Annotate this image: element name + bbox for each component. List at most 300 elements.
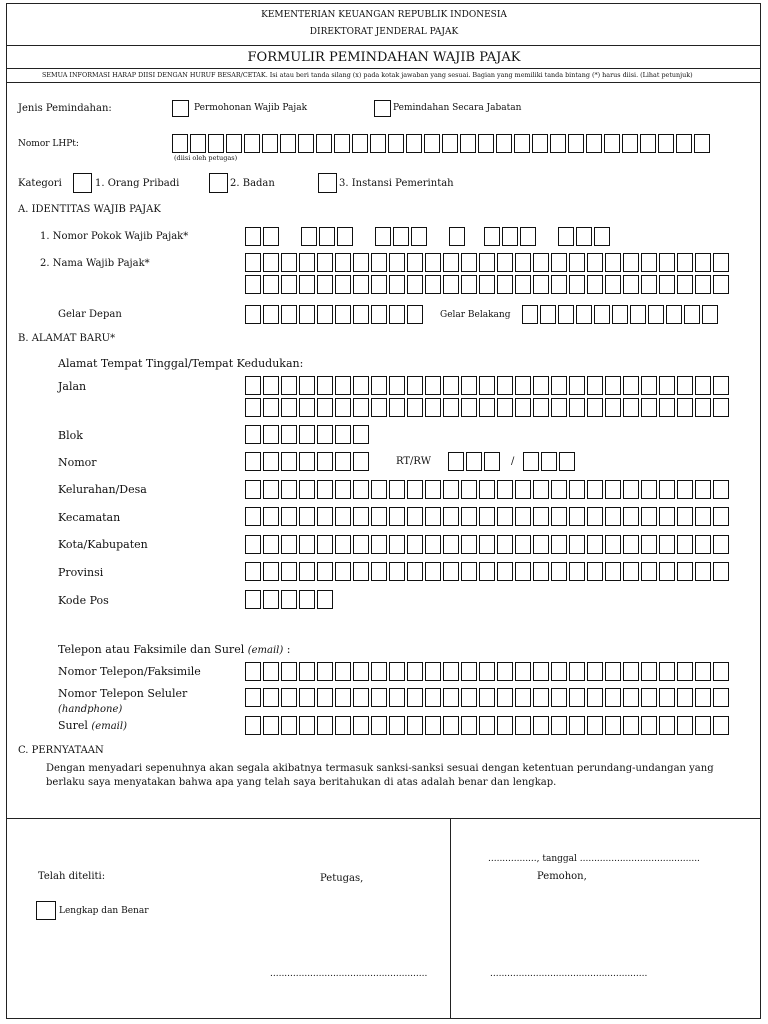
char-box[interactable] (515, 535, 531, 554)
char-box[interactable] (641, 398, 657, 417)
char-box[interactable] (461, 688, 477, 707)
char-box[interactable] (551, 376, 567, 395)
char-box[interactable] (551, 253, 567, 272)
char-box[interactable] (335, 425, 351, 444)
char-box[interactable] (281, 452, 297, 471)
char-box[interactable] (641, 716, 657, 735)
char-box[interactable] (353, 507, 369, 526)
char-box[interactable] (515, 376, 531, 395)
char-box[interactable] (317, 688, 333, 707)
char-box[interactable] (533, 716, 549, 735)
char-box[interactable] (389, 376, 405, 395)
char-box[interactable] (479, 662, 495, 681)
char-box[interactable] (659, 376, 675, 395)
char-box[interactable] (587, 398, 603, 417)
char-box[interactable] (479, 716, 495, 735)
char-box[interactable] (605, 662, 621, 681)
char-box[interactable] (569, 535, 585, 554)
char-box[interactable] (245, 480, 261, 499)
char-box[interactable] (594, 227, 610, 246)
char-box[interactable] (533, 535, 549, 554)
char-box[interactable] (586, 134, 602, 153)
char-box[interactable] (695, 688, 711, 707)
char-box[interactable] (443, 662, 459, 681)
char-box[interactable] (551, 507, 567, 526)
char-box[interactable] (245, 662, 261, 681)
char-box[interactable] (389, 253, 405, 272)
char-box[interactable] (407, 253, 423, 272)
char-box[interactable] (263, 716, 279, 735)
char-box[interactable] (389, 507, 405, 526)
char-box[interactable] (442, 134, 458, 153)
char-box[interactable] (263, 398, 279, 417)
char-box[interactable] (335, 376, 351, 395)
char-box[interactable] (389, 716, 405, 735)
char-box[interactable] (677, 275, 693, 294)
char-box[interactable] (605, 507, 621, 526)
char-box[interactable] (353, 452, 369, 471)
char-box[interactable] (713, 688, 729, 707)
char-box[interactable] (641, 253, 657, 272)
char-box[interactable] (479, 275, 495, 294)
char-box[interactable] (640, 134, 656, 153)
char-box[interactable] (587, 535, 603, 554)
char-box[interactable] (713, 535, 729, 554)
char-box[interactable] (677, 535, 693, 554)
char-box[interactable] (533, 253, 549, 272)
char-box[interactable] (520, 227, 536, 246)
char-box[interactable] (623, 662, 639, 681)
char-box[interactable] (533, 562, 549, 581)
char-box[interactable] (389, 562, 405, 581)
char-box[interactable] (659, 275, 675, 294)
char-box[interactable] (407, 507, 423, 526)
char-box[interactable] (540, 305, 556, 324)
gelar-depan-input[interactable] (245, 305, 425, 324)
char-box[interactable] (497, 480, 513, 499)
char-box[interactable] (299, 275, 315, 294)
char-box[interactable] (299, 398, 315, 417)
char-box[interactable] (371, 480, 387, 499)
char-box[interactable] (533, 480, 549, 499)
char-box[interactable] (407, 688, 423, 707)
char-box[interactable] (245, 425, 261, 444)
char-box[interactable] (713, 662, 729, 681)
npwp-input-2[interactable] (301, 227, 355, 246)
npwp-input-3[interactable] (375, 227, 429, 246)
char-box[interactable] (443, 253, 459, 272)
char-box[interactable] (407, 275, 423, 294)
char-box[interactable] (335, 452, 351, 471)
char-box[interactable] (461, 398, 477, 417)
char-box[interactable] (353, 662, 369, 681)
checkbox-permohonan[interactable] (172, 100, 189, 117)
char-box[interactable] (335, 275, 351, 294)
char-box[interactable] (677, 376, 693, 395)
char-box[interactable] (317, 275, 333, 294)
char-box[interactable] (263, 305, 279, 324)
char-box[interactable] (280, 134, 296, 153)
char-box[interactable] (569, 275, 585, 294)
char-box[interactable] (523, 452, 539, 471)
char-box[interactable] (299, 590, 315, 609)
char-box[interactable] (641, 376, 657, 395)
char-box[interactable] (569, 480, 585, 499)
char-box[interactable] (533, 507, 549, 526)
char-box[interactable] (407, 376, 423, 395)
char-box[interactable] (299, 452, 315, 471)
char-box[interactable] (281, 688, 297, 707)
char-box[interactable] (695, 562, 711, 581)
char-box[interactable] (497, 535, 513, 554)
char-box[interactable] (515, 662, 531, 681)
char-box[interactable] (461, 662, 477, 681)
char-box[interactable] (466, 452, 482, 471)
char-box[interactable] (317, 376, 333, 395)
char-box[interactable] (335, 253, 351, 272)
char-box[interactable] (666, 305, 682, 324)
char-box[interactable] (695, 480, 711, 499)
char-box[interactable] (568, 134, 584, 153)
char-box[interactable] (623, 253, 639, 272)
char-box[interactable] (569, 253, 585, 272)
char-box[interactable] (353, 480, 369, 499)
char-box[interactable] (569, 376, 585, 395)
char-box[interactable] (623, 562, 639, 581)
char-box[interactable] (245, 716, 261, 735)
char-box[interactable] (461, 275, 477, 294)
char-box[interactable] (659, 562, 675, 581)
char-box[interactable] (443, 480, 459, 499)
char-box[interactable] (713, 253, 729, 272)
char-box[interactable] (497, 398, 513, 417)
char-box[interactable] (389, 398, 405, 417)
char-box[interactable] (389, 305, 405, 324)
char-box[interactable] (515, 507, 531, 526)
npwp-input-6[interactable] (558, 227, 612, 246)
char-box[interactable] (695, 275, 711, 294)
char-box[interactable] (371, 662, 387, 681)
char-box[interactable] (623, 716, 639, 735)
char-box[interactable] (425, 562, 441, 581)
char-box[interactable] (497, 716, 513, 735)
char-box[interactable] (515, 480, 531, 499)
char-box[interactable] (551, 275, 567, 294)
char-box[interactable] (479, 535, 495, 554)
char-box[interactable] (407, 716, 423, 735)
char-box[interactable] (448, 452, 464, 471)
char-box[interactable] (425, 716, 441, 735)
char-box[interactable] (713, 398, 729, 417)
char-box[interactable] (443, 275, 459, 294)
char-box[interactable] (558, 227, 574, 246)
char-box[interactable] (461, 376, 477, 395)
char-box[interactable] (605, 376, 621, 395)
char-box[interactable] (425, 662, 441, 681)
char-box[interactable] (371, 376, 387, 395)
char-box[interactable] (623, 507, 639, 526)
char-box[interactable] (587, 562, 603, 581)
char-box[interactable] (371, 535, 387, 554)
char-box[interactable] (335, 662, 351, 681)
char-box[interactable] (353, 716, 369, 735)
char-box[interactable] (497, 253, 513, 272)
npwp-input-1[interactable] (245, 227, 281, 246)
char-box[interactable] (407, 398, 423, 417)
char-box[interactable] (371, 398, 387, 417)
char-box[interactable] (353, 305, 369, 324)
char-box[interactable] (497, 562, 513, 581)
char-box[interactable] (502, 227, 518, 246)
char-box[interactable] (335, 716, 351, 735)
char-box[interactable] (443, 507, 459, 526)
char-box[interactable] (425, 275, 441, 294)
char-box[interactable] (407, 305, 423, 324)
nomor-telepon-input[interactable] (245, 662, 731, 681)
char-box[interactable] (641, 662, 657, 681)
char-box[interactable] (677, 507, 693, 526)
char-box[interactable] (317, 662, 333, 681)
char-box[interactable] (317, 507, 333, 526)
char-box[interactable] (479, 253, 495, 272)
char-box[interactable] (594, 305, 610, 324)
char-box[interactable] (569, 662, 585, 681)
char-box[interactable] (713, 275, 729, 294)
char-box[interactable] (245, 275, 261, 294)
char-box[interactable] (587, 688, 603, 707)
char-box[interactable] (605, 398, 621, 417)
char-box[interactable] (245, 376, 261, 395)
nomor-seluler-input[interactable] (245, 688, 731, 707)
char-box[interactable] (694, 134, 710, 153)
char-box[interactable] (317, 425, 333, 444)
char-box[interactable] (497, 376, 513, 395)
char-box[interactable] (533, 662, 549, 681)
char-box[interactable] (425, 507, 441, 526)
char-box[interactable] (245, 305, 261, 324)
char-box[interactable] (389, 688, 405, 707)
char-box[interactable] (424, 134, 440, 153)
char-box[interactable] (713, 507, 729, 526)
char-box[interactable] (388, 134, 404, 153)
char-box[interactable] (659, 716, 675, 735)
char-box[interactable] (677, 398, 693, 417)
char-box[interactable] (281, 716, 297, 735)
char-box[interactable] (317, 398, 333, 417)
char-box[interactable] (622, 134, 638, 153)
char-box[interactable] (317, 480, 333, 499)
char-box[interactable] (245, 227, 261, 246)
char-box[interactable] (479, 688, 495, 707)
gelar-belakang-input[interactable] (522, 305, 720, 324)
char-box[interactable] (641, 480, 657, 499)
char-box[interactable] (317, 535, 333, 554)
char-box[interactable] (695, 507, 711, 526)
rw-input[interactable] (523, 452, 577, 471)
char-box[interactable] (245, 398, 261, 417)
char-box[interactable] (263, 376, 279, 395)
nama-input-row1[interactable] (245, 253, 731, 272)
char-box[interactable] (407, 535, 423, 554)
char-box[interactable] (353, 376, 369, 395)
char-box[interactable] (515, 688, 531, 707)
char-box[interactable] (393, 227, 409, 246)
char-box[interactable] (623, 535, 639, 554)
char-box[interactable] (172, 134, 188, 153)
petugas-signature-line[interactable]: ....................................................... (270, 969, 428, 979)
char-box[interactable] (317, 716, 333, 735)
char-box[interactable] (576, 227, 592, 246)
char-box[interactable] (587, 507, 603, 526)
char-box[interactable] (245, 507, 261, 526)
char-box[interactable] (695, 253, 711, 272)
char-box[interactable] (281, 507, 297, 526)
char-box[interactable] (605, 253, 621, 272)
char-box[interactable] (551, 716, 567, 735)
char-box[interactable] (335, 562, 351, 581)
char-box[interactable] (713, 376, 729, 395)
char-box[interactable] (281, 376, 297, 395)
char-box[interactable] (479, 562, 495, 581)
char-box[interactable] (425, 688, 441, 707)
char-box[interactable] (587, 716, 603, 735)
char-box[interactable] (245, 590, 261, 609)
char-box[interactable] (281, 425, 297, 444)
char-box[interactable] (551, 480, 567, 499)
char-box[interactable] (335, 305, 351, 324)
char-box[interactable] (353, 562, 369, 581)
char-box[interactable] (263, 425, 279, 444)
blok-input[interactable] (245, 425, 371, 444)
char-box[interactable] (496, 134, 512, 153)
char-box[interactable] (208, 134, 224, 153)
char-box[interactable] (515, 562, 531, 581)
kota-input[interactable] (245, 535, 731, 554)
char-box[interactable] (245, 535, 261, 554)
char-box[interactable] (299, 662, 315, 681)
char-box[interactable] (406, 134, 422, 153)
char-box[interactable] (605, 688, 621, 707)
char-box[interactable] (551, 535, 567, 554)
char-box[interactable] (299, 480, 315, 499)
char-box[interactable] (335, 688, 351, 707)
char-box[interactable] (702, 305, 718, 324)
provinsi-input[interactable] (245, 562, 731, 581)
char-box[interactable] (550, 134, 566, 153)
char-box[interactable] (337, 227, 353, 246)
char-box[interactable] (262, 134, 278, 153)
char-box[interactable] (533, 398, 549, 417)
char-box[interactable] (371, 716, 387, 735)
char-box[interactable] (334, 134, 350, 153)
lhpt-input[interactable] (172, 134, 712, 153)
checkbox-lengkap[interactable] (36, 901, 56, 920)
char-box[interactable] (301, 227, 317, 246)
kecamatan-input[interactable] (245, 507, 731, 526)
char-box[interactable] (551, 398, 567, 417)
char-box[interactable] (605, 562, 621, 581)
char-box[interactable] (190, 134, 206, 153)
char-box[interactable] (569, 507, 585, 526)
char-box[interactable] (299, 425, 315, 444)
char-box[interactable] (281, 253, 297, 272)
char-box[interactable] (515, 275, 531, 294)
char-box[interactable] (317, 452, 333, 471)
char-box[interactable] (569, 716, 585, 735)
char-box[interactable] (353, 275, 369, 294)
npwp-input-4[interactable] (449, 227, 467, 246)
char-box[interactable] (587, 275, 603, 294)
char-box[interactable] (375, 227, 391, 246)
char-box[interactable] (407, 662, 423, 681)
char-box[interactable] (299, 305, 315, 324)
char-box[interactable] (713, 716, 729, 735)
char-box[interactable] (641, 275, 657, 294)
char-box[interactable] (587, 662, 603, 681)
char-box[interactable] (425, 480, 441, 499)
char-box[interactable] (522, 305, 538, 324)
char-box[interactable] (245, 688, 261, 707)
nama-input-row2[interactable] (245, 275, 731, 294)
char-box[interactable] (371, 688, 387, 707)
char-box[interactable] (461, 253, 477, 272)
char-box[interactable] (425, 535, 441, 554)
char-box[interactable] (605, 275, 621, 294)
char-box[interactable] (533, 376, 549, 395)
char-box[interactable] (559, 452, 575, 471)
char-box[interactable] (263, 562, 279, 581)
npwp-input-5[interactable] (484, 227, 538, 246)
nomor-input[interactable] (245, 452, 371, 471)
kodepos-input[interactable] (245, 590, 335, 609)
char-box[interactable] (425, 376, 441, 395)
char-box[interactable] (695, 376, 711, 395)
char-box[interactable] (604, 134, 620, 153)
char-box[interactable] (263, 253, 279, 272)
char-box[interactable] (684, 305, 700, 324)
char-box[interactable] (335, 480, 351, 499)
char-box[interactable] (558, 305, 574, 324)
jalan-input-row2[interactable] (245, 398, 731, 417)
char-box[interactable] (263, 480, 279, 499)
char-box[interactable] (389, 480, 405, 499)
checkbox-pemindahan-jabatan[interactable] (374, 100, 391, 117)
char-box[interactable] (677, 716, 693, 735)
pemohon-signature-line[interactable]: ....................................................... (490, 969, 648, 979)
char-box[interactable] (316, 134, 332, 153)
char-box[interactable] (371, 253, 387, 272)
char-box[interactable] (263, 227, 279, 246)
char-box[interactable] (677, 562, 693, 581)
char-box[interactable] (484, 452, 500, 471)
char-box[interactable] (299, 562, 315, 581)
char-box[interactable] (425, 398, 441, 417)
char-box[interactable] (245, 562, 261, 581)
char-box[interactable] (299, 253, 315, 272)
char-box[interactable] (389, 662, 405, 681)
char-box[interactable] (623, 275, 639, 294)
char-box[interactable] (497, 688, 513, 707)
char-box[interactable] (515, 398, 531, 417)
char-box[interactable] (353, 253, 369, 272)
char-box[interactable] (658, 134, 674, 153)
char-box[interactable] (479, 507, 495, 526)
char-box[interactable] (605, 535, 621, 554)
char-box[interactable] (281, 305, 297, 324)
char-box[interactable] (263, 275, 279, 294)
char-box[interactable] (659, 662, 675, 681)
char-box[interactable] (612, 305, 628, 324)
